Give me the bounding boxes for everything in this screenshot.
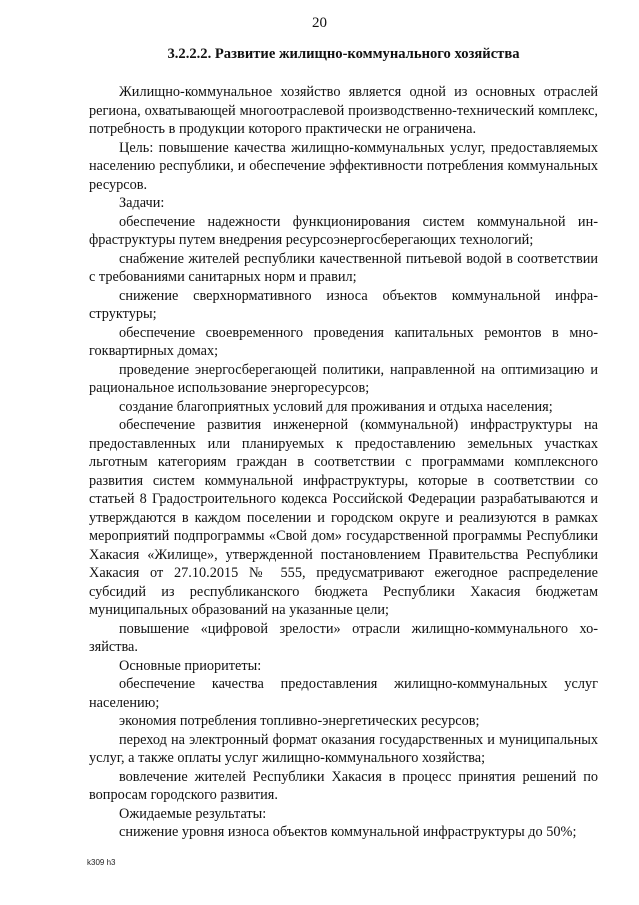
- paragraph: обеспечение качества предоставления жилищно-коммунальных услуг населению;: [89, 676, 598, 711]
- paragraph: Основные приоритеты:: [119, 657, 262, 674]
- paragraph: обеспечение своевременного проведения капитальных ремонтов в многоквартирных домах;: [89, 324, 598, 359]
- paragraph: Жилищно-коммунальное хозяйство является одной из основных отраслей региона, охватывающей многоотраслевой производственно-технический комплекс, потребность в продукции которого практически не ограничена.: [89, 84, 598, 137]
- paragraph: повышение «цифровой зрелости» отрасли жилищно-коммунального хозяйства.: [89, 620, 598, 655]
- paragraph: снижение сверхнормативного износа объектов коммунальной инфраструктуры;: [89, 287, 598, 322]
- page-number: 20: [312, 15, 327, 31]
- paragraph: Ожидаемые результаты:: [119, 805, 267, 822]
- section-heading: 3.2.2.2. Развитие жилищно-коммунального хозяйства: [167, 46, 520, 62]
- paragraph: экономия потребления топливно-энергетических ресурсов;: [119, 713, 480, 729]
- paragraph: переход на электронный формат оказания государственных и муниципальных услуг, а также оплаты услуг жилищно-коммунального хозяйства;: [89, 731, 598, 766]
- paragraph: создание благоприятных условий для проживания и отдыха населения;: [119, 398, 553, 415]
- footer-code: k309 h3: [87, 858, 116, 867]
- paragraph: вовлечение жителей Республики Хакасия в процесс принятия решений по вопросам городского развития.: [89, 768, 598, 803]
- paragraph: снижение уровня износа объектов коммунальной инфраструктуры до 50%;: [119, 824, 577, 840]
- paragraph: Цель: повышение качества жилищно-коммунальных услуг, предоставляемых населению республики, и обеспечение эффективности потребления коммунальных ресурсов.: [89, 139, 598, 193]
- paragraph: проведение энергосберегающей политики, направленной на оптимизацию и рациональное использование энергоресурсов;: [89, 361, 598, 396]
- body-text: [89, 83, 598, 842]
- paragraph: обеспечение развития инженерной (коммунальной) инфраструктуры на предоставленных или планируемых к предоставлению земельных участках льготным категориям граждан в соответствии с программами комплексного развития систем коммунальной инфраструктуры, которые в соответствии со статьей 8 Градостроительного кодекса Российской Федерации разрабатываются и утверждаются в каждом поселении и городском округе и реализуются в рамках мероприятий подпрограммы «Свой дом» государственной программы Республики Хакасия «Жилище», утвержденной постановлением Правительства Республики Хакасия от 27.10.2015 № 555, предусматривают ежегодное распределение субсидий из республиканского бюджета Республики Хакасия бюджетам муниципальных образований на указанные цели;: [89, 417, 598, 618]
- paragraph: снабжение жителей республики качественной питьевой водой в соответствии с требованиями санитарных норм и правил;: [89, 250, 598, 285]
- paragraph: обеспечение надежности функционирования систем коммунальной инфраструктуры путем внедрения ресурсоэнергосберегающих технологий;: [89, 213, 598, 248]
- paragraph: Задачи:: [119, 195, 165, 211]
